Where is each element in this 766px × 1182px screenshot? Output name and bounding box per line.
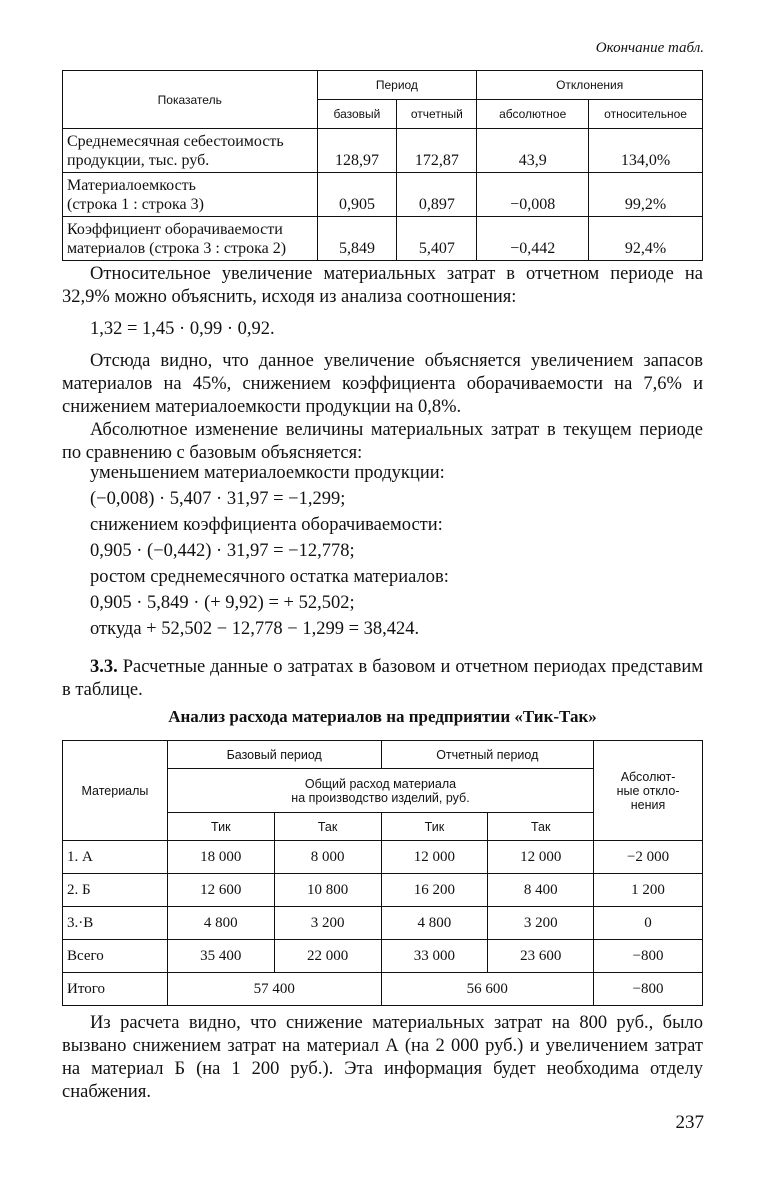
header-relative: относительное	[589, 100, 703, 129]
header-absolute: абсолютное	[477, 100, 589, 129]
page-number: 237	[675, 1112, 704, 1133]
cell-report: 0,897	[397, 173, 477, 217]
table-row	[63, 841, 703, 874]
cell-base: 128,97	[317, 129, 397, 173]
table-title: Анализ расхода материалов на предприятии «Тик-Так»	[168, 707, 597, 726]
header-base-tak: Так	[274, 813, 381, 841]
table-row	[63, 907, 703, 940]
materials-table	[62, 740, 703, 1006]
header-base-tik: Тик	[167, 813, 274, 841]
line-stock-growth: ростом среднемесячного остатка материалов:	[90, 567, 449, 587]
cell-report-tik: 12 000	[381, 841, 488, 874]
cell-deviation: 0	[594, 907, 703, 940]
cell-base-tak: 3 200	[274, 907, 381, 940]
cell-deviation: 1 200	[594, 874, 703, 907]
header-report-period: Отчетный период	[381, 741, 594, 769]
header-report-tik: Тик	[381, 813, 488, 841]
table-continuation-caption: Окончание табл.	[595, 40, 704, 56]
total-base: 57 400	[167, 973, 381, 1006]
header-deviations: Отклонения	[477, 71, 703, 100]
cell-base-tak: 8 000	[274, 841, 381, 874]
cell-rel: 99,2%	[589, 173, 703, 217]
header-base-period: Базовый период	[167, 741, 381, 769]
row-label: Среднемесячная себестоимость продукции, тыс. руб.	[63, 129, 318, 173]
cell-report-tak: 23 600	[488, 940, 594, 973]
header-abs-deviation: Абсолют- ные откло- нения	[594, 741, 703, 841]
cell-report-tak: 12 000	[488, 841, 594, 874]
cell-rel: 134,0%	[589, 129, 703, 173]
material-label: Всего	[63, 940, 168, 973]
cell-base: 5,849	[317, 217, 397, 261]
cell-deviation: −2 000	[594, 841, 703, 874]
table-total-row	[63, 973, 703, 1006]
formula-1: (−0,008) · 5,407 · 31,97 = −1,299;	[90, 489, 346, 509]
paragraph-relative-increase: Относительное увеличение материальных затрат в отчетном периоде на 32,9% можно объяснить, исходя из анализа соотношения:	[62, 264, 703, 307]
paragraph-absolute-change: Абсолютное изменение величины материальных затрат в текущем периоде по сравнению с базовым объясняется:	[62, 420, 703, 463]
cell-deviation: −800	[594, 940, 703, 973]
line-turnover: снижением коэффициента оборачиваемости:	[90, 515, 443, 535]
section-text: Расчетные данные о затратах в базовом и отчетном периодах представим в таблице.	[62, 657, 703, 700]
total-label: Итого	[63, 973, 168, 1006]
line-materialoemkost: уменьшением материалоемкости продукции:	[90, 463, 445, 483]
cell-base-tik: 18 000	[167, 841, 274, 874]
cell-report-tak: 3 200	[488, 907, 594, 940]
formula-total: откуда + 52,502 − 12,778 − 1,299 = 38,424.	[90, 619, 420, 639]
cell-base-tik: 12 600	[167, 874, 274, 907]
total-deviation: −800	[594, 973, 703, 1006]
header-indicator: Показатель	[63, 71, 318, 129]
cell-report-tak: 8 400	[488, 874, 594, 907]
header-report: отчетный	[397, 100, 477, 129]
cell-report-tik: 33 000	[381, 940, 488, 973]
cell-abs: −0,008	[477, 173, 589, 217]
cell-report: 172,87	[397, 129, 477, 173]
table-row	[63, 940, 703, 973]
material-label: 3.·В	[63, 907, 168, 940]
cell-base-tak: 10 800	[274, 874, 381, 907]
table-row	[63, 874, 703, 907]
header-base: базовый	[317, 100, 397, 129]
header-total-consumption: Общий расход материала на производство изделий, руб.	[167, 769, 593, 813]
table-row	[63, 217, 703, 261]
paragraph-section-3-3	[62, 656, 703, 702]
cell-base-tik: 4 800	[167, 907, 274, 940]
header-period: Период	[317, 71, 477, 100]
cell-abs: 43,9	[477, 129, 589, 173]
cell-rel: 92,4%	[589, 217, 703, 261]
formula-ratio: 1,32 = 1,45 · 0,99 · 0,92.	[90, 319, 275, 339]
section-number: 3.3.	[90, 657, 118, 677]
paragraph-explanation: Отсюда видно, что данное увеличение объясняется увеличением запасов материалов на 45%, снижением коэффициента оборачиваемости на 7,6% и снижением материалоемкости продукции на 0,8%.	[62, 351, 703, 417]
total-report: 56 600	[381, 973, 594, 1006]
formula-2: 0,905 · (−0,442) · 31,97 = −12,778;	[90, 541, 355, 561]
cell-base-tik: 35 400	[167, 940, 274, 973]
row-label: Материалоемкость (строка 1 : строка 3)	[63, 173, 318, 217]
cell-abs: −0,442	[477, 217, 589, 261]
material-label: 2. Б	[63, 874, 168, 907]
paragraph-conclusion: Из расчета видно, что снижение материальных затрат на 800 руб., было вызвано снижением затрат на материал А (на 2 000 руб.) и увеличением затрат на материал Б (на 1 200 руб.). Эта информация будет необходима отделу снабжения.	[62, 1013, 703, 1102]
indicators-table	[62, 70, 703, 261]
row-label: Коэффициент оборачиваемости материалов (строка 3 : строка 2)	[63, 217, 318, 261]
header-report-tak: Так	[488, 813, 594, 841]
formula-3: 0,905 · 5,849 · (+ 9,92) = + 52,502;	[90, 593, 355, 613]
cell-base: 0,905	[317, 173, 397, 217]
material-label: 1. А	[63, 841, 168, 874]
cell-base-tak: 22 000	[274, 940, 381, 973]
cell-report-tik: 16 200	[381, 874, 488, 907]
cell-report-tik: 4 800	[381, 907, 488, 940]
header-materials: Материалы	[63, 741, 168, 841]
table-row	[63, 129, 703, 173]
cell-report: 5,407	[397, 217, 477, 261]
table-row	[63, 173, 703, 217]
